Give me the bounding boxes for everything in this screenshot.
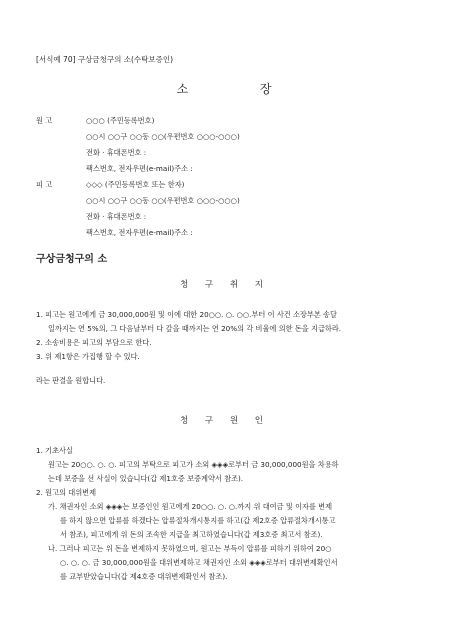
document-title xyxy=(0,80,450,97)
claim-cause-section-1-line-1: 원고는 20○○. ○. ○. 피고의 부탁으로 피고가 소외 ◈◈◈로부터 금 30,000,000원을 차용하 xyxy=(48,460,339,469)
plaintiff-address: ○○시 ○○구 ○○동 ○○(우편번호 ○○○-○○○) xyxy=(86,132,240,141)
suit-title: 구상금청구의 소 xyxy=(36,254,108,265)
claim-cause-section-2-title: 2. 원고의 대위변제 xyxy=(36,488,97,497)
claim-purpose-item-1-line-2: 일까지는 연 5%의, 그 다음날부터 다 갚을 때까지는 연 20%의 각 비율에 의한 돈을 지급하라. xyxy=(48,324,342,333)
claim-purpose-item-3: 3. 위 제1항은 가집행 할 수 있다. xyxy=(36,352,140,361)
plaintiff-fax-email: 팩스번호, 전자우편(e-mail)주소 : xyxy=(86,164,193,173)
claim-cause-item-a-line-1: 가. 채권자인 소외 ◈◈◈는 보증인인 원고에게 20○○. ○. ○.까지 위 대여금 및 이자를 변제 xyxy=(48,502,333,511)
claim-purpose-closing: 라는 판결을 원합니다. xyxy=(36,376,106,385)
claim-cause-item-a-line-3: 서 참조), 피고에게 위 돈의 조속한 지급을 최고하였습니다(갑 제3호증 최고서 참조). xyxy=(60,530,323,539)
claim-cause-item-b-line-3: 를 교부받았습니다(갑 제4호증 대위변제확인서 참조). xyxy=(60,572,228,581)
claim-purpose-heading: 청 구 취 지 xyxy=(180,280,270,290)
claim-purpose-item-1-line-1: 1. 피고는 원고에게 금 30,000,000원 및 이에 대한 20○○. ○. ○○.부터 이 사건 소장부본 송달 xyxy=(36,310,337,319)
defendant-fax-email: 팩스번호, 전자우편(e-mail)주소 : xyxy=(86,228,193,237)
title-char-2: 장 xyxy=(259,82,274,96)
claim-cause-section-1-line-2: 는데 보증을 선 사실이 있습니다(갑 제1호증 보증계약서 참조). xyxy=(48,474,244,483)
claim-purpose-item-2: 2. 소송비용은 피고의 부담으로 한다. xyxy=(36,338,152,347)
plaintiff-role: 원 고 xyxy=(36,116,53,125)
plaintiff-name: ○○○ (주민등록번호) xyxy=(86,116,155,125)
claim-cause-section-1-title: 1. 기초사실 xyxy=(36,446,73,455)
defendant-phone: 전화 · 휴대폰번호 : xyxy=(86,212,147,221)
form-label: [서식예 70] 구상금청구의 소(수탁보증인) xyxy=(36,55,174,64)
claim-cause-item-a-line-2: 를 하지 않으면 압류를 하겠다는 압류절차개시통지를 하고(갑 제2호증 압류절차개시통고 xyxy=(60,516,336,525)
defendant-role: 피 고 xyxy=(36,180,53,189)
defendant-address: ○○시 ○○구 ○○동 ○○(우편번호 ○○○-○○○) xyxy=(86,196,240,205)
defendant-name: ◇◇◇ (주민등록번호 또는 한자) xyxy=(86,180,185,189)
plaintiff-phone: 전화 · 휴대폰번호 : xyxy=(86,148,147,157)
claim-cause-heading: 청 구 원 인 xyxy=(180,416,270,426)
claim-cause-item-b-line-1: 나. 그러나 피고는 위 돈을 변제하지 못하였으며, 원고는 부득이 압류를 피하기 위하여 20○ xyxy=(48,544,332,553)
title-char-1: 소 xyxy=(176,82,191,96)
claim-cause-item-b-line-2: ○. ○. ○. 금 30,000,000원을 대위변제하고 채권자인 소외 ◈◈◈로부터 대위변제확인서 xyxy=(60,558,338,567)
